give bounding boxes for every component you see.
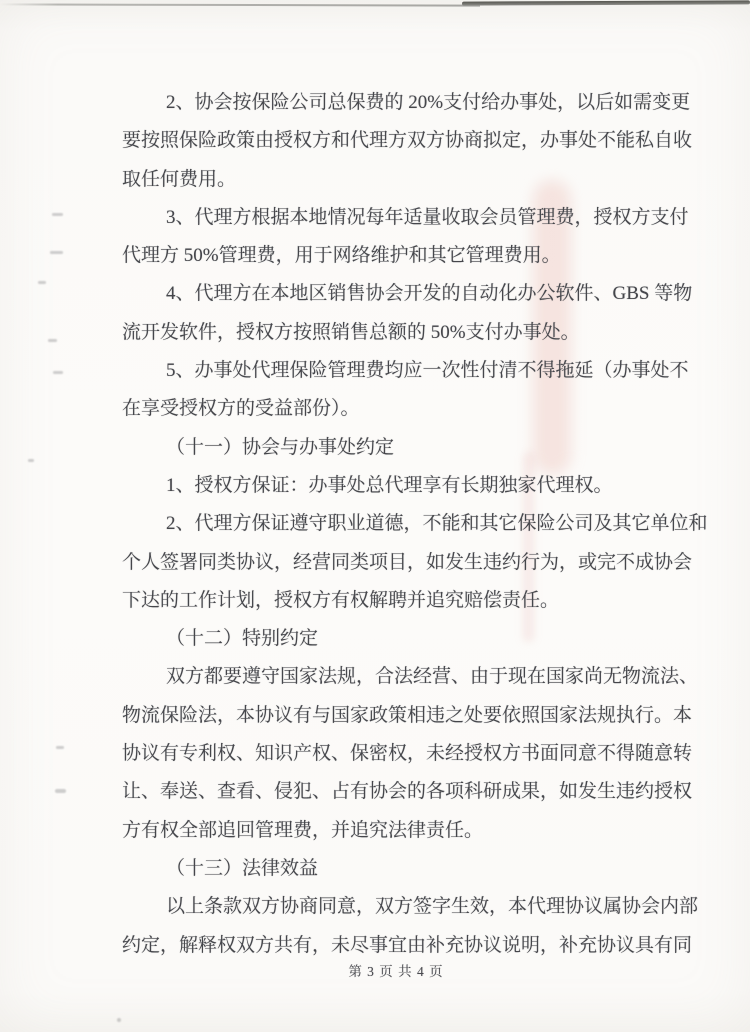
scan-speck (52, 213, 63, 216)
text-line: 双方都要遵守国家法规，合法经营、由于现在国家尚无物流法、 (166, 666, 699, 688)
text-line: 让、奉送、查看、侵犯、占有协会的各项科研成果，如发生违约授权 (122, 781, 693, 803)
page-number-footer: 第 3 页 共 4 页 (348, 964, 444, 979)
text-line: 个人签署同类协议，经营同类项目，如发生违约行为，或完不成协会 (122, 551, 693, 573)
text-line: 3、代理方根据本地情况每年适量收取会员管理费，授权方支付 (166, 206, 689, 228)
scan-speck (117, 1018, 121, 1022)
scan-speck (55, 789, 66, 793)
text-line: 取任何费用。 (122, 168, 237, 190)
text-line: 物流保险法，本协议有与国家政策相违之处要依照国家法规执行。本 (122, 704, 693, 726)
scan-speck (28, 459, 34, 462)
section-heading-line: （十二）特别约定 (166, 628, 319, 650)
text-line: 以上条款双方协商同意，双方签字生效，本代理协议属协会内部 (166, 896, 699, 918)
scan-speck (56, 746, 64, 749)
text-line: 协议有专利权、知识产权、保密权，未经授权方书面同意不得随意转 (122, 743, 693, 765)
scan-speck (53, 371, 63, 374)
section-heading-line: （十三）法律效益 (166, 857, 319, 879)
scan-edge-line (462, 0, 750, 5)
text-line: 1、授权方保证：办事处总代理享有长期独家代理权。 (166, 474, 613, 496)
text-line: 约定，解释权双方共有，未尽事宜由补充协议说明，补充协议具有同 (122, 934, 693, 956)
text-line: 代理方 50%管理费，用于网络维护和其它管理费用。 (122, 245, 561, 267)
document-text-block (122, 84, 708, 965)
scan-speck (38, 281, 46, 284)
text-line: 4、代理方在本地区销售协会开发的自动化办公软件、GBS 等物 (166, 283, 693, 305)
section-heading-line: （十一）协会与办事处约定 (166, 436, 395, 458)
text-line: 下达的工作计划，授权方有权解聘并追究赔偿责任。 (122, 589, 560, 611)
scan-speck (50, 251, 63, 254)
scan-speck (48, 339, 57, 342)
text-line: 2、协会按保险公司总保费的 20%支付给办事处，以后如需变更 (166, 92, 691, 113)
text-line: 5、办事处代理保险管理费均应一次性付清不得拖延（办事处不 (166, 360, 689, 382)
text-line: 要按照保险政策由授权方和代理方双方协商拟定，办事处不能私自收 (122, 130, 693, 152)
text-line: 在享受授权方的受益部份）。 (122, 398, 360, 420)
text-line: 2、代理方保证遵守职业道德，不能和其它保险公司及其它单位和 (166, 513, 708, 535)
scan-edge-line (0, 3, 480, 6)
text-line: 方有权全部追回管理费，并追究法律责任。 (122, 819, 484, 841)
text-line: 流开发软件，授权方按照销售总额的 50%支付办事处。 (122, 321, 580, 343)
